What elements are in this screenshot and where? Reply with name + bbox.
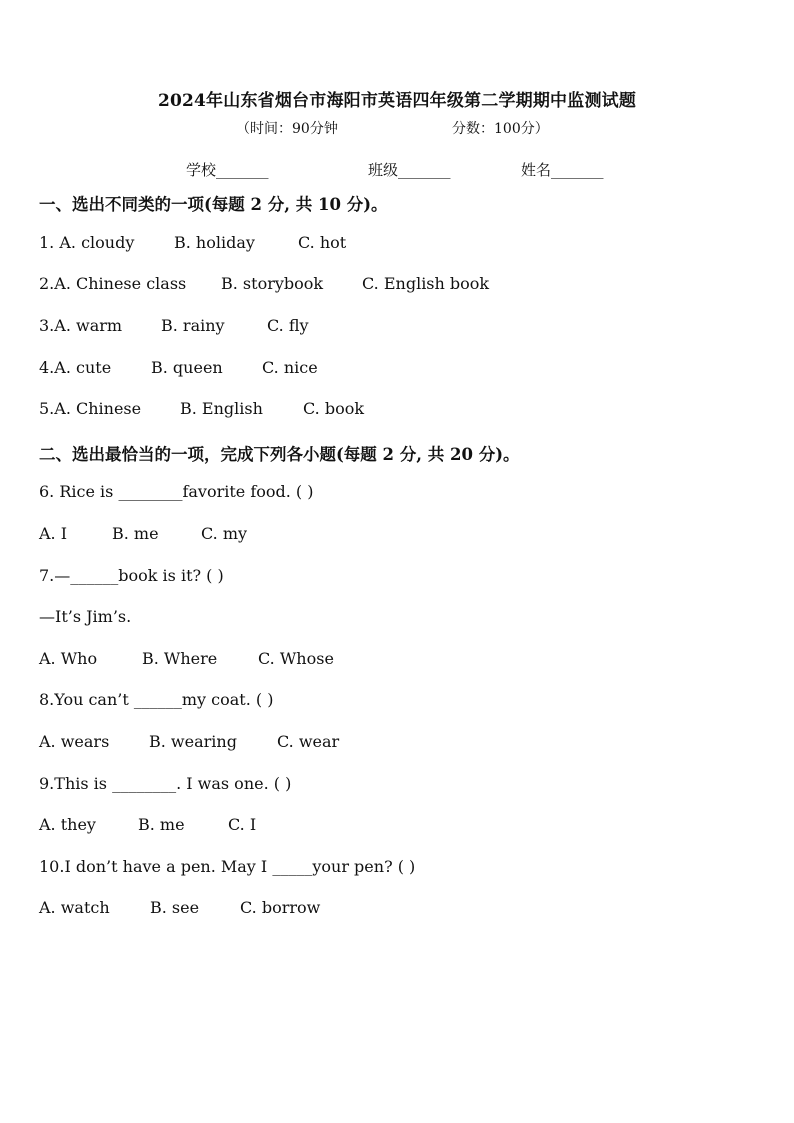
question-7-option-a: A. Who bbox=[39, 649, 98, 668]
question-6-option-b: B. me bbox=[112, 524, 159, 543]
question-8-option-a: A. wears bbox=[39, 732, 110, 751]
question-6-option-a: A. I bbox=[39, 524, 68, 543]
question-4 bbox=[39, 358, 318, 377]
question-8-option-b: B. wearing bbox=[149, 732, 237, 751]
question-8-option-c: C. wear bbox=[277, 732, 340, 751]
question-8-options bbox=[39, 732, 340, 751]
question-4-option-b: B. queen bbox=[151, 358, 223, 377]
question-7-options bbox=[39, 649, 334, 668]
question-2-option-a: 2.A. Chinese class bbox=[39, 274, 187, 293]
question-6-options bbox=[39, 524, 248, 543]
question-2 bbox=[39, 274, 490, 293]
question-10-option-b: B. see bbox=[150, 898, 200, 917]
question-5-option-a: 5.A. Chinese bbox=[39, 399, 142, 418]
question-9-option-b: B. me bbox=[138, 815, 185, 834]
name-field: 姓名_______ bbox=[521, 161, 604, 179]
exam-time: （时间：90分钟 bbox=[236, 121, 338, 137]
school-field: 学校_______ bbox=[186, 161, 269, 179]
question-4-option-c: C. nice bbox=[262, 358, 318, 377]
question-4-option-a: 4.A. cute bbox=[39, 358, 112, 377]
question-10-options bbox=[39, 898, 321, 917]
question-3 bbox=[39, 316, 309, 335]
question-5-option-b: B. English bbox=[180, 399, 263, 418]
question-5 bbox=[39, 399, 365, 418]
question-10-option-c: C. borrow bbox=[240, 898, 321, 917]
question-3-option-c: C. fly bbox=[267, 316, 309, 335]
question-2-option-b: B. storybook bbox=[221, 274, 324, 293]
question-2-option-c: C. English book bbox=[362, 274, 490, 293]
question-6-option-c: C. my bbox=[201, 524, 248, 543]
question-7-option-c: C. Whose bbox=[258, 649, 334, 668]
question-7-option-b: B. Where bbox=[142, 649, 218, 668]
section-1-heading: 一、选出不同类的一项(每题 2 分, 共 10 分)。 bbox=[39, 195, 388, 214]
question-9-options bbox=[39, 815, 257, 834]
question-5-option-c: C. book bbox=[303, 399, 365, 418]
question-6-stem: 6. Rice is ________favorite food. ( ) bbox=[39, 482, 314, 501]
question-1-option-c: C. hot bbox=[298, 233, 347, 252]
question-1 bbox=[39, 233, 347, 252]
question-7-reply: —It’s Jim’s. bbox=[39, 607, 132, 626]
exam-score: 分数：100分） bbox=[452, 121, 549, 137]
question-1-option-b: B. holiday bbox=[174, 233, 255, 252]
question-3-option-a: 3.A. warm bbox=[39, 316, 123, 335]
question-7-stem: 7.—______book is it? ( ) bbox=[39, 566, 224, 585]
exam-title: 2024年山东省烟台市海阳市英语四年级第二学期期中监测试题 bbox=[157, 91, 637, 111]
question-9-stem: 9.This is ________. I was one. ( ) bbox=[39, 774, 292, 793]
question-9-option-a: A. they bbox=[39, 815, 96, 834]
question-3-option-b: B. rainy bbox=[161, 316, 225, 335]
question-10-option-a: A. watch bbox=[39, 898, 110, 917]
question-10-stem: 10.I don’t have a pen. May I _____your pen? ( ) bbox=[39, 857, 416, 876]
section-2-heading: 二、选出最恰当的一项，完成下列各小题(每题 2 分, 共 20 分)。 bbox=[39, 445, 520, 464]
class-field: 班级_______ bbox=[368, 161, 451, 179]
question-8-stem: 8.You can’t ______my coat. ( ) bbox=[39, 690, 274, 709]
question-1-option-a: 1. A. cloudy bbox=[39, 233, 135, 252]
question-9-option-c: C. I bbox=[228, 815, 257, 834]
